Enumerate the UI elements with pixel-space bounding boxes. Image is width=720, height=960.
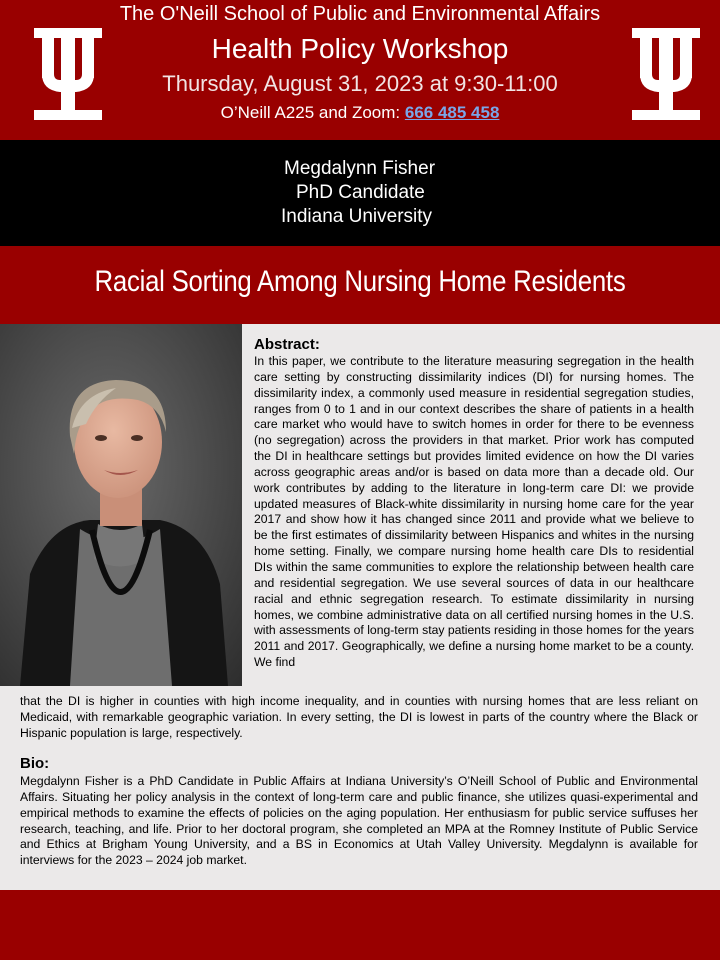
event-date: Thursday, August 31, 2023 at 9:30-11:00	[162, 71, 558, 96]
talk-title: Racial Sorting Among Nursing Home Residents	[94, 265, 626, 298]
header-banner	[0, 0, 720, 140]
workshop-title: Health Policy Workshop	[211, 33, 509, 64]
zoom-link[interactable]: 666 485 458	[404, 103, 500, 122]
abstract-text-upper: In this paper, we contribute to the literature measuring segregation in the health care setting by constructing dissimilarity indices (DI) for nursing homes. The dissimilarity index, a commonly used measure in residential segregation studies, ranges from 0 to 1 and in our context describes the share of patients in a health care market who would have to switch homes in order for there to be evenness (no segregation) across the providers in that market. Prior work has computed the DI in healthcare settings but provides limited evidence on how the DI varies across geographic areas and/or is based on data more than a decade old. Our work contributes by adding to the literature in long-term care DI: we provide updated measures of Black-white dissimilarity in nursing home care for the year 2017 and show how it has changed since 2011 and provide what we believe to be the first estimates of dissimilarity between Hispanics and whites in the nursing home setting. Finally, we compare nursing home health care DIs to residential DIs within the same communities to explore the relationship between health care and residential segregation. We use several sources of data in our healthcare racial and ethnic segregation research. To estimate dissimilarity in nursing homes, we combine administrative data on all certified nursing homes in the U.S. with assessments of long-term stay patients residing in those homes for the years 2011 and 2017. Geographically, we define a nursing home market to be a county. We find	[254, 354, 694, 670]
footer-bar	[0, 890, 720, 960]
abstract-text-lower: that the DI is higher in counties with high income inequality, and in counties with nursing homes that are less reliant on Medicaid, with remarkable geographic variation. In every setting, the DI is lowest in parts of the country where the Black or Hispanic population is large, respectively.	[20, 694, 698, 740]
talk-title-bar	[0, 246, 720, 324]
school-name: The O'Neill School of Public and Environmental Affairs	[119, 3, 601, 25]
speaker-block	[0, 140, 720, 246]
bio-heading: Bio:	[20, 755, 50, 772]
content-panel	[0, 324, 720, 890]
speaker-organization: Indiana University	[281, 206, 433, 227]
event-location	[0, 102, 720, 124]
speaker-name: Megdalynn Fisher	[284, 158, 436, 179]
bio-text: Megdalynn Fisher is a PhD Candidate in Public Affairs at Indiana University’s O’Neill School of Public and Environmental Affairs. Situating her policy analysis in the context of long-term care and public finance, she utilizes quasi-experimental and empirical methods to examine the effects of policies on the aging population. Her enthusiasm for public service suffuses her research, teaching, and life. Prior to her doctoral program, she completed an MPA at the Romney Institute of Public Service and Ethics at Brigham Young University, and a BS in Economics at Utah Valley University. Megdalynn is available for interviews for the 2023 – 2024 job market.	[20, 774, 698, 868]
abstract-heading: Abstract:	[254, 336, 320, 353]
speaker-role: PhD Candidate	[296, 182, 425, 203]
speaker-photo	[0, 324, 242, 686]
location-label: O’Neill A225 and Zoom:	[220, 103, 405, 122]
